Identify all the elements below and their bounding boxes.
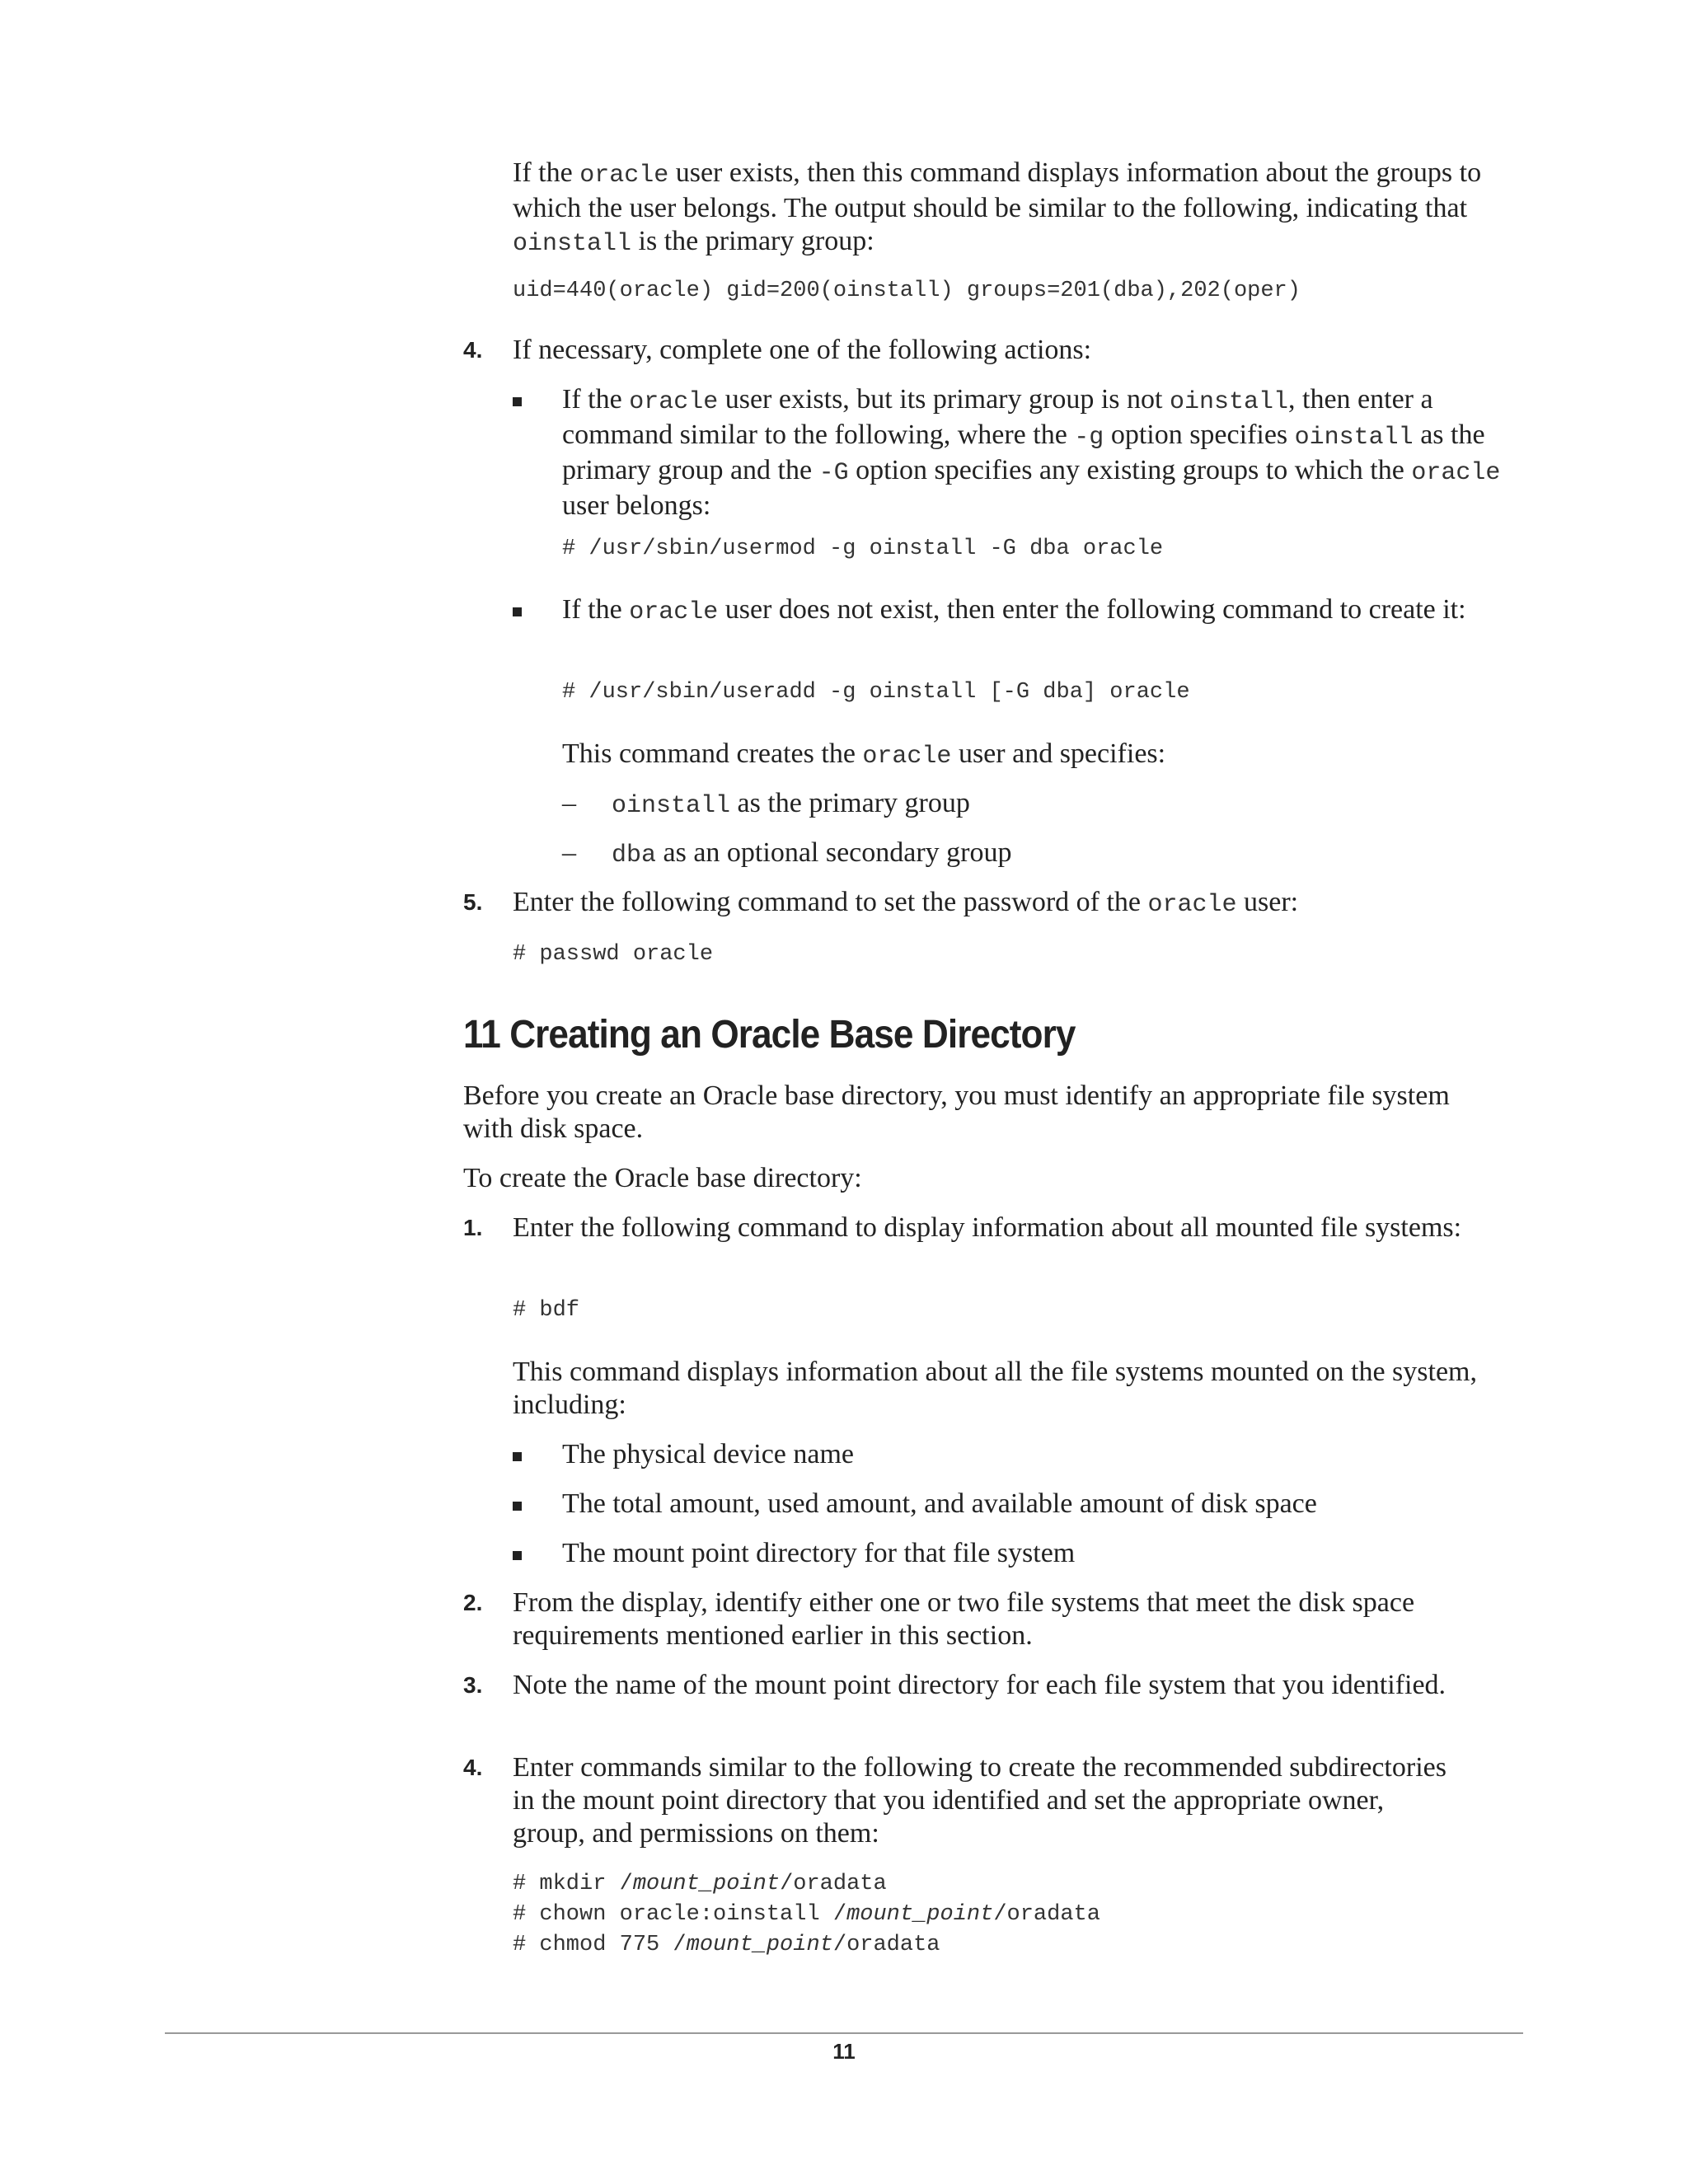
step-followup-text: This command displays information about all the file systems mounted on the system, including: [513, 1357, 1477, 1420]
step-number: 1. [463, 1215, 483, 1240]
page-number: 11 [832, 2039, 856, 2064]
bullet-marker [513, 397, 522, 406]
footer-rule [165, 2032, 1523, 2034]
inline-code: oracle [629, 598, 719, 626]
inline-code: oracle [1411, 459, 1501, 487]
inline-code: oinstall [1294, 424, 1414, 452]
bullet-text: The physical device name [562, 1439, 855, 1469]
inline-code: dba [612, 841, 657, 869]
step-text: Enter the following command to display information about all mounted file systems: [513, 1212, 1462, 1243]
section-heading: 11 Creating an Oracle Base Directory [463, 1013, 1076, 1057]
inline-code: oracle [862, 743, 952, 771]
step-text: From the display, identify either one or two file systems that meet the disk space requirements mentioned earlier in this section. [513, 1587, 1415, 1651]
bullet-marker [513, 1452, 522, 1461]
code-line: # chmod 775 /mount_point/oradata [513, 1933, 940, 1957]
dash-item: oinstall as the primary group [612, 788, 970, 820]
inline-code: oracle [629, 388, 719, 416]
step-number: 4. [463, 1755, 483, 1780]
command-output: uid=440(oracle) gid=200(oinstall) groups=201(dba),202(oper) [513, 279, 1301, 303]
step-text: If necessary, complete one of the following actions: [513, 335, 1092, 365]
bullet-text: If the oracle user exists, but its primary group is not oinstall, then enter a command similar to the following, where the -g option specifies oinstall as the primary group and the -G option specifies any existing groups to which the oracle user belongs: [562, 384, 1501, 521]
step-text: Enter the following command to set the password of the oracle user: [513, 887, 1299, 919]
bullet-marker [513, 1502, 522, 1511]
bullet-text: If the oracle user does not exist, then enter the following command to create it: [562, 594, 1466, 626]
inline-code: -G [818, 459, 849, 487]
inline-code: oinstall [1169, 388, 1288, 416]
step-number: 4. [463, 337, 483, 363]
inline-code: oinstall [612, 792, 731, 820]
bullet-marker [513, 1551, 522, 1560]
section-paragraph: Before you create an Oracle base directory, you must identify an appropriate file system with disk space. [463, 1080, 1450, 1144]
inline-code: -g [1074, 424, 1104, 452]
step-text: Enter commands similar to the following to create the recommended subdirectories in the mount point directory that you identified and set the appropriate owner, group, and permissions on them: [513, 1752, 1447, 1849]
code-line: # mkdir /mount_point/oradata [513, 1872, 887, 1896]
command-block: # /usr/sbin/useradd -g oinstall [-G dba] oracle [562, 680, 1190, 705]
step-number: 2. [463, 1590, 483, 1615]
dash-marker: – [562, 788, 576, 818]
command-block: # bdf [513, 1298, 580, 1323]
command-block [513, 1869, 1100, 1961]
bullet-followup-text: This command creates the oracle user and specifies: [562, 738, 1166, 771]
inline-code: oinstall [513, 230, 632, 258]
step-text: Note the name of the mount point directory for each file system that you identified. [513, 1670, 1447, 1700]
step-number: 3. [463, 1672, 483, 1698]
bullet-text: The total amount, used amount, and available amount of disk space [562, 1488, 1317, 1519]
command-block: # passwd oracle [513, 942, 714, 967]
inline-code: oracle [1147, 891, 1237, 919]
command-block: # /usr/sbin/usermod -g oinstall -G dba oracle [562, 537, 1164, 561]
dash-marker: – [562, 837, 576, 868]
inline-code: oracle [579, 162, 669, 190]
section-paragraph: To create the Oracle base directory: [463, 1163, 862, 1193]
bullet-text: The mount point directory for that file system [562, 1538, 1076, 1568]
step-number: 5. [463, 889, 483, 915]
dash-item: dba as an optional secondary group [612, 837, 1012, 869]
bullet-marker [513, 607, 522, 616]
code-line: # chown oracle:oinstall /mount_point/oradata [513, 1902, 1100, 1927]
intro-paragraph: If the oracle user exists, then this command displays information about the groups to which the user belongs. The output should be similar to the following, indicating that oinstall is the primary group: [513, 157, 1482, 258]
